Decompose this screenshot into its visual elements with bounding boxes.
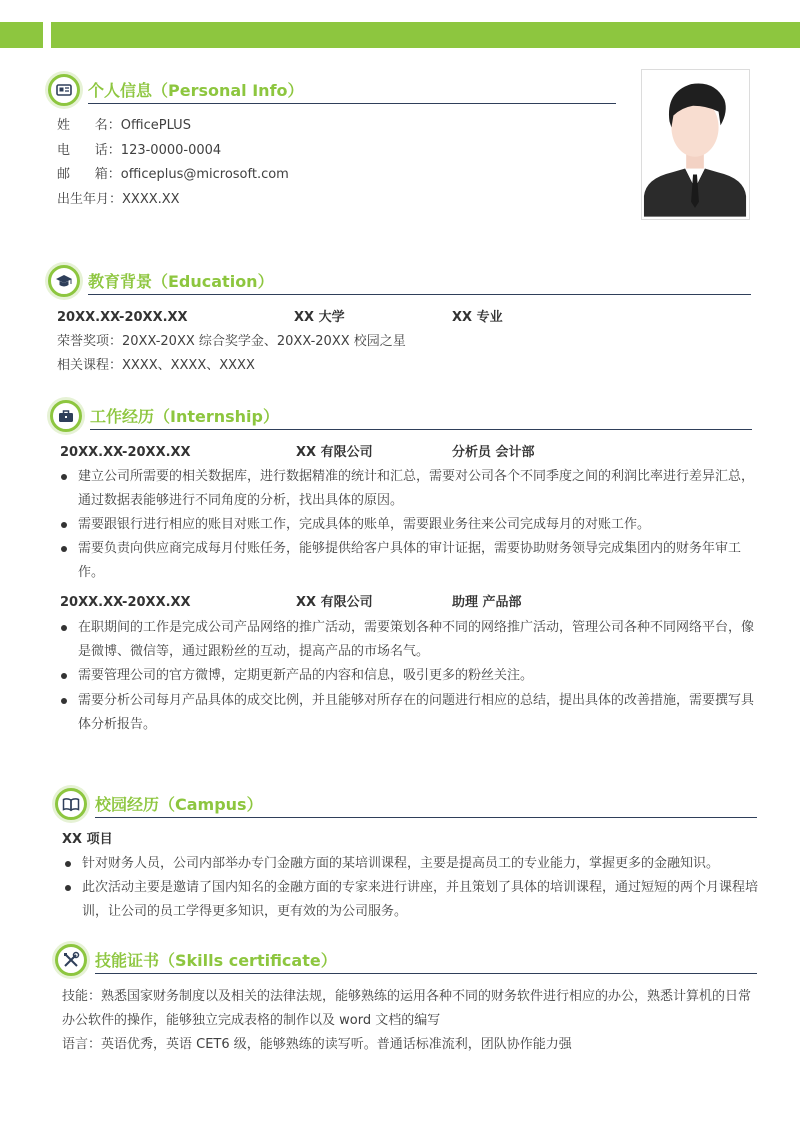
job2-period: 20XX.XX-20XX.XX xyxy=(60,595,191,610)
campus-section-title: 校园经历（Campus） xyxy=(95,795,263,814)
email-row xyxy=(57,165,289,185)
education-section-header xyxy=(48,265,758,301)
campus-bullet-2: 此次活动主要是邀请了国内知名的金融方面的专家来进行讲座，并且策划了具体的培训课程，通过短短的两个月课程培训，让公司的员工学得更多知识，更有效的为公司服务。 xyxy=(62,876,760,924)
work-section-divider xyxy=(90,429,752,430)
education-school: XX 大学 xyxy=(294,310,345,325)
skills-section-header xyxy=(55,944,760,980)
birth-label: 出生年月： xyxy=(57,192,123,207)
work-section-title: 工作经历（Internship） xyxy=(90,407,279,426)
job2-bullet-1: 在职期间的工作是完成公司产品网络的推广活动，需要策划各种不同的网络推广活动，管理公司各种不同网络平台，像是微博、微信等，通过跟粉丝的互动，提高产品的市场名气。 xyxy=(58,616,758,664)
tools-icon xyxy=(55,944,87,976)
skills-section-title: 技能证书（Skills certificate） xyxy=(95,951,337,970)
job2-company: XX 有限公司 xyxy=(296,595,373,610)
top-bar-right xyxy=(51,22,800,48)
phone-label: 电 话： xyxy=(57,143,121,158)
top-bar-left xyxy=(0,22,43,48)
email-label: 邮 箱： xyxy=(57,167,121,182)
campus-project: XX 项目 xyxy=(62,832,113,847)
avatar-icon xyxy=(642,70,749,219)
open-book-icon xyxy=(55,788,87,820)
birth-value: XXXX.XX xyxy=(122,192,180,207)
job1-role: 分析员 会计部 xyxy=(452,445,535,460)
phone-value: 123-0000-0004 xyxy=(120,143,222,158)
education-period: 20XX.XX-20XX.XX xyxy=(57,310,188,325)
campus-section-header xyxy=(55,788,760,824)
email-value: officeplus@microsoft.com xyxy=(120,167,289,182)
profile-photo xyxy=(641,69,750,220)
name-label: 姓 名： xyxy=(57,118,121,133)
education-section-divider xyxy=(88,294,751,295)
personal-section-header xyxy=(48,74,618,110)
education-major: XX 专业 xyxy=(452,310,503,325)
work-section-header xyxy=(50,400,760,436)
job1-bullet-2: 需要跟银行进行相应的账目对账工作，完成具体的账单，需要跟业务往来公司完成每月的对账工作。 xyxy=(58,513,758,537)
personal-section-title: 个人信息（Personal Info） xyxy=(88,81,304,100)
briefcase-icon xyxy=(50,400,82,432)
job2-role: 助理 产品部 xyxy=(452,595,522,610)
job1-bullet-1: 建立公司所需要的相关数据库，进行数据精准的统计和汇总，需要对公司各个不同季度之间的利润比率进行差异汇总，通过数据表能够进行不同角度的分析，找出具体的原因。 xyxy=(58,465,758,513)
job1-bullet-3: 需要负责向供应商完成每月付账任务，能够提供给客户具体的审计证据，需要协助财务领导完成集团内的财务年审工作。 xyxy=(58,537,758,585)
phone-row xyxy=(57,141,221,161)
name-value: OfficePLUS xyxy=(120,118,191,133)
education-courses: 相关课程：XXXX、XXXX、XXXX xyxy=(57,358,255,373)
id-card-icon xyxy=(48,74,80,106)
job1-company: XX 有限公司 xyxy=(296,445,373,460)
birth-row xyxy=(57,190,180,210)
personal-section-divider xyxy=(88,103,616,104)
campus-bullet-1: 针对财务人员，公司内部举办专门金融方面的某培训课程，主要是提高员工的专业能力，掌握更多的金融知识。 xyxy=(62,852,760,876)
job2-bullet-2: 需要管理公司的官方微博，定期更新产品的内容和信息，吸引更多的粉丝关注。 xyxy=(58,664,758,688)
language-text: 语言：英语优秀，英语 CET6 级，能够熟练的读写听。普通话标准流利，团队协作能力强 xyxy=(62,1037,572,1052)
skills-text: 技能：熟悉国家财务制度以及相关的法律法规，能够熟练的运用各种不同的财务软件进行相应的办公，熟悉计算机的日常办公软件的操作，能够独立完成表格的制作以及 word 文档的编写 xyxy=(62,989,752,1028)
name-row xyxy=(57,116,191,136)
education-section-title: 教育背景（Education） xyxy=(88,272,274,291)
job1-period: 20XX.XX-20XX.XX xyxy=(60,445,191,460)
education-honors: 荣誉奖项：20XX-20XX 综合奖学金、20XX-20XX 校园之星 xyxy=(57,334,406,349)
job2-bullet-3: 需要分析公司每月产品具体的成交比例，并且能够对所存在的问题进行相应的总结，提出具体的改善措施，需要撰写具体分析报告。 xyxy=(58,689,758,737)
graduation-cap-icon xyxy=(48,265,80,297)
campus-section-divider xyxy=(95,817,757,818)
skills-section-divider xyxy=(95,973,757,974)
